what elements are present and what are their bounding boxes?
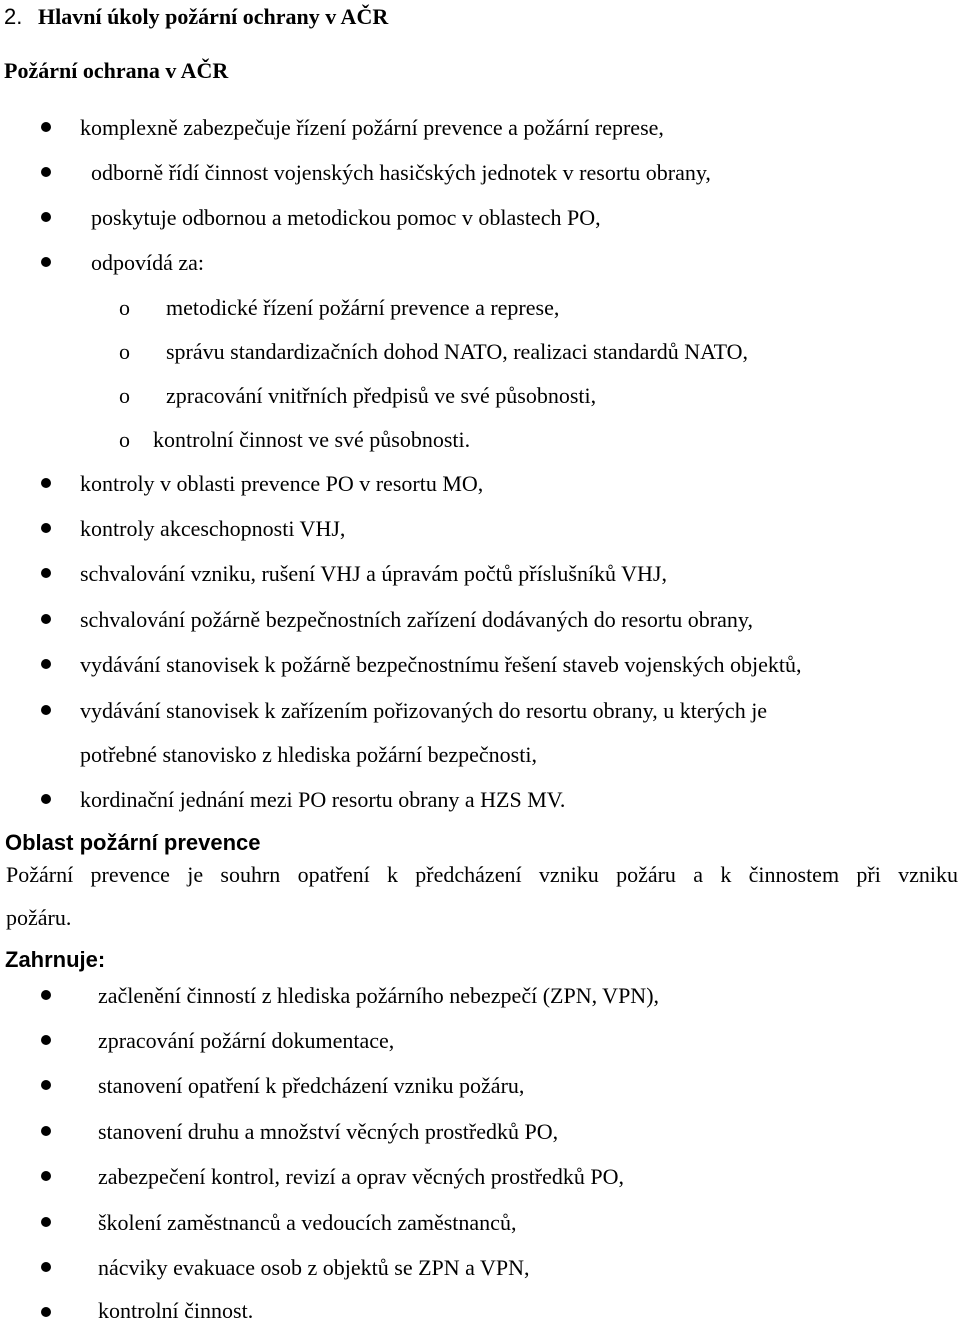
sub-bullet-icon: o: [119, 295, 130, 320]
list-item: vydávání stanovisek k požárně bezpečnostnímu řešení staveb vojenských objektů,: [80, 652, 802, 677]
bullet-icon: [41, 1262, 51, 1272]
heading-number: 2.: [4, 4, 23, 29]
section1-title: Požární ochrana v AČR: [4, 58, 229, 83]
list-item: schvalování vzniku, rušení VHJ a úpravám počtů příslušníků VHJ,: [80, 561, 667, 586]
paragraph-line: Požární prevence je souhrn opatření k předcházení vzniku požáru a k činnostem při vzniku: [6, 862, 958, 887]
list-item: odpovídá za:: [91, 250, 205, 275]
bullet-icon: [41, 1307, 51, 1317]
sub-bullet-icon: o: [119, 339, 130, 364]
list-item: odborně řídí činnost vojenských hasičských jednotek v resortu obrany,: [91, 160, 711, 185]
page-title: Hlavní úkoly požární ochrany v AČR: [38, 4, 389, 29]
list-item: zpracování požární dokumentace,: [98, 1028, 395, 1053]
list-item: stanovení druhu a množství věcných prostředků PO,: [98, 1119, 559, 1144]
bullet-icon: [41, 523, 51, 533]
list-item: stanovení opatření k předcházení vzniku požáru,: [98, 1073, 525, 1098]
bullet-icon: [41, 257, 51, 267]
list-item: školení zaměstnanců a vedoucích zaměstnanců,: [98, 1210, 517, 1235]
bullet-icon: [41, 568, 51, 578]
includes-label: Zahrnuje:: [5, 947, 106, 972]
paragraph-line: požáru.: [6, 905, 72, 930]
bullet-icon: [41, 1126, 51, 1136]
list-item: začlenění činností z hlediska požárního nebezpečí (ZPN, VPN),: [98, 983, 660, 1008]
list-item: vydávání stanovisek k zařízením pořizovaných do resortu obrany, u kterých je: [80, 698, 768, 723]
list-item: schvalování požárně bezpečnostních zařízení dodávaných do resortu obrany,: [80, 607, 753, 632]
bullet-icon: [41, 705, 51, 715]
bullet-icon: [41, 167, 51, 177]
bullet-icon: [41, 990, 51, 1000]
list-item-continuation: potřebné stanovisko z hlediska požární bezpečnosti,: [80, 742, 537, 767]
sub-list-item: správu standardizačních dohod NATO, realizaci standardů NATO,: [166, 339, 749, 364]
sub-bullet-icon: o: [119, 427, 130, 452]
sub-list-item: kontrolní činnost ve své působnosti.: [153, 427, 471, 452]
list-item: nácviky evakuace osob z objektů se ZPN a VPN,: [98, 1255, 530, 1280]
bullet-icon: [41, 1217, 51, 1227]
bullet-icon: [41, 478, 51, 488]
list-item: kontrolní činnost.: [98, 1298, 254, 1323]
sub-list-item: metodické řízení požární prevence a represe,: [166, 295, 560, 320]
bullet-icon: [41, 1171, 51, 1181]
bullet-icon: [41, 659, 51, 669]
list-item: kordinační jednání mezi PO resortu obrany a HZS MV.: [80, 787, 566, 812]
bullet-icon: [41, 1035, 51, 1045]
bullet-icon: [41, 212, 51, 222]
list-item: kontroly akceschopnosti VHJ,: [80, 516, 346, 541]
sub-bullet-icon: o: [119, 383, 130, 408]
bullet-icon: [41, 794, 51, 804]
list-item: poskytuje odbornou a metodickou pomoc v oblastech PO,: [91, 205, 601, 230]
list-item: komplexně zabezpečuje řízení požární prevence a požární represe,: [80, 115, 664, 140]
list-item: kontroly v oblasti prevence PO v resortu MO,: [80, 471, 484, 496]
section2-title: Oblast požární prevence: [5, 830, 261, 855]
sub-list-item: zpracování vnitřních předpisů ve své působnosti,: [166, 383, 597, 408]
bullet-icon: [41, 122, 51, 132]
list-item: zabezpečení kontrol, revizí a oprav věcných prostředků PO,: [98, 1164, 624, 1189]
bullet-icon: [41, 1080, 51, 1090]
bullet-icon: [41, 614, 51, 624]
